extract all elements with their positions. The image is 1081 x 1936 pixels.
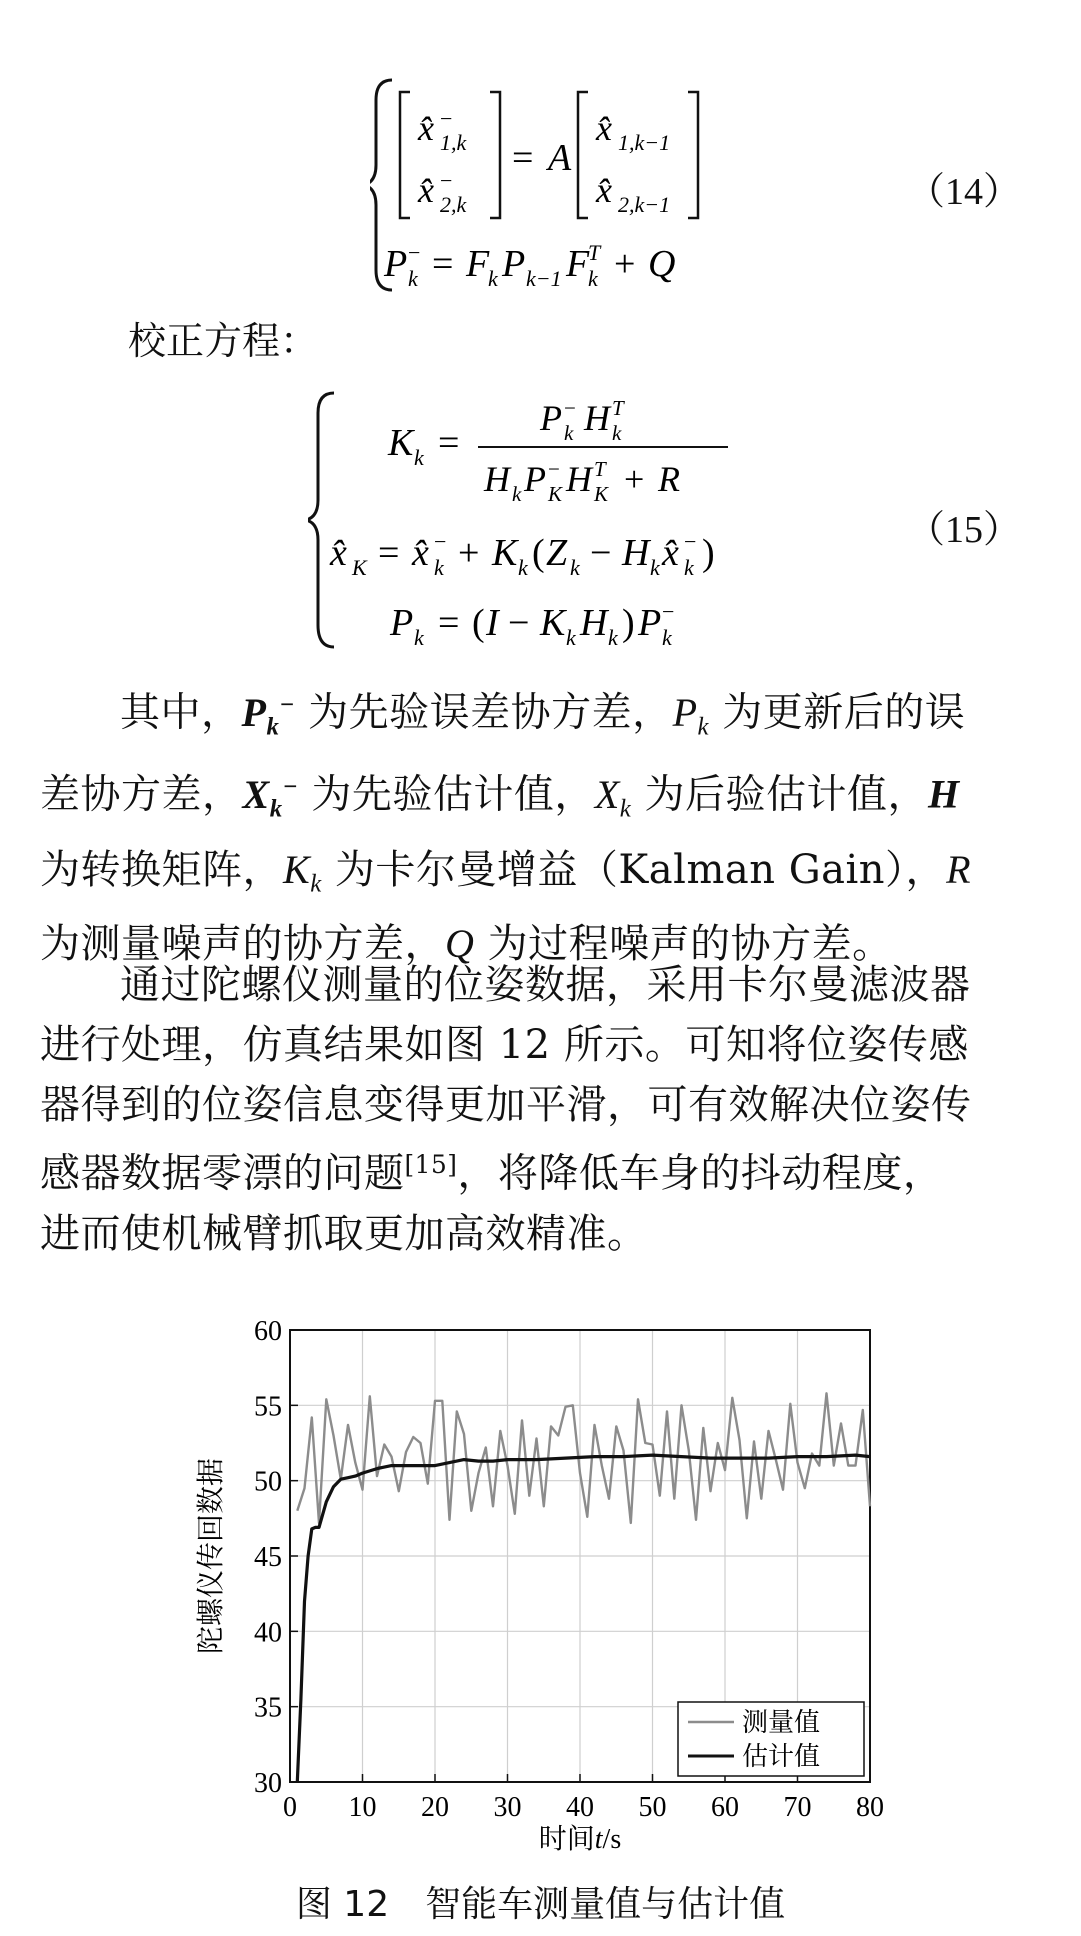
svg-text:): ): [622, 602, 635, 644]
svg-text:Z: Z: [546, 532, 568, 574]
svg-text:H: H: [484, 459, 510, 499]
y-axis-label: 陀螺仪传回数据: [194, 1457, 227, 1655]
para2-line1: 通过陀螺仪测量的位姿数据，采用卡尔曼滤波器: [120, 962, 971, 1008]
figure-caption: 图 12 智能车测量值与估计值: [295, 1884, 786, 1925]
symbol-R: R: [946, 846, 971, 892]
svg-text:I: I: [486, 602, 499, 644]
svg-text:k: k: [662, 625, 672, 650]
symbol-K-k: $K_k$: [283, 846, 322, 898]
svg-text:−: −: [662, 599, 675, 624]
svg-text:2,k−1: 2,k−1: [618, 192, 671, 217]
svg-text:k: k: [566, 625, 576, 650]
svg-text:=: =: [378, 532, 400, 574]
svg-text:T: T: [594, 457, 606, 481]
figure-12-chart: [180, 1318, 900, 1868]
svg-text:=: =: [438, 602, 460, 644]
svg-text:A: A: [548, 137, 572, 179]
svg-text:x̂: x̂: [418, 108, 434, 148]
svg-text:1,k−1: 1,k−1: [618, 130, 671, 155]
legend-label-measured: 测量值: [742, 1708, 821, 1738]
svg-text:(: (: [532, 532, 545, 574]
svg-text:H: H: [580, 602, 608, 644]
svg-text:−: −: [434, 529, 447, 554]
svg-text:T: T: [588, 240, 601, 265]
svg-text:T: T: [612, 396, 624, 420]
svg-text:P: P: [502, 243, 526, 285]
svg-text:x̂: x̂: [330, 532, 347, 574]
x-tick-label: 10: [348, 1792, 377, 1823]
svg-text:K: K: [548, 482, 563, 506]
svg-text:k: k: [650, 555, 660, 580]
svg-text:H: H: [622, 532, 650, 574]
svg-text:K: K: [594, 482, 609, 506]
svg-text:P: P: [384, 243, 408, 285]
svg-text:(: (: [472, 602, 485, 644]
svg-text:=: =: [438, 422, 460, 464]
para1-line1: 其中，$P_k^-$ 为先验误差协方差，$P_k$ 为更新后的误: [120, 689, 966, 741]
svg-text:Q: Q: [648, 243, 676, 285]
svg-text:k: k: [608, 625, 618, 650]
svg-text:x̂: x̂: [596, 108, 612, 148]
para2-line4: 感器数据零漂的问题[15]，将降低车身的抖动程度，: [40, 1150, 944, 1197]
svg-text:): ): [702, 532, 715, 574]
y-axis-ticks: [254, 1318, 298, 1799]
svg-text:=: =: [512, 137, 534, 179]
svg-text:x̂: x̂: [596, 170, 612, 210]
svg-text:P: P: [540, 398, 562, 438]
svg-text:k: k: [684, 555, 694, 580]
symbol-X-k-minus: $X_k^-$: [242, 771, 299, 823]
equation-14: [370, 70, 850, 300]
svg-text:k: k: [564, 421, 574, 445]
svg-text:k−1: k−1: [526, 266, 562, 291]
svg-text:F: F: [466, 243, 490, 285]
svg-text:P: P: [638, 602, 662, 644]
para1-line4: 为测量噪声的协方差，Q 为过程噪声的协方差。: [40, 921, 893, 968]
para2-line2: 进行处理，仿真结果如图 12 所示。可知将位姿传感: [40, 1022, 969, 1068]
svg-text:1,k: 1,k: [440, 130, 467, 155]
svg-text:k: k: [414, 625, 424, 650]
y-tick-label: 45: [254, 1542, 282, 1573]
para1-line2: 差协方差，$X_k^-$ 为先验估计值，$X_k$ 为后验估计值，H: [40, 771, 960, 823]
correction-equation-label: 校正方程：: [128, 319, 319, 363]
y-tick-label: 60: [254, 1318, 282, 1347]
para2-line3: 器得到的位姿信息变得更加平滑，可有效解决位姿传: [40, 1082, 972, 1128]
svg-text:−: −: [440, 106, 453, 131]
legend-label-estimated: 估计值: [742, 1742, 821, 1772]
svg-text:x̂: x̂: [662, 532, 679, 574]
x-tick-label: 80: [856, 1792, 884, 1823]
svg-text:k: k: [408, 266, 418, 291]
equation-15-math: [308, 385, 828, 655]
svg-text:K: K: [540, 602, 566, 644]
x-tick-label: 0: [283, 1792, 297, 1823]
svg-text:k: k: [488, 266, 498, 291]
equation-15-number: （15）: [906, 509, 1021, 551]
para1-line3: 为转换矩阵，$K_k$ 为卡尔曼增益（Kalman Gain），R: [40, 846, 971, 898]
symbol-H: H: [928, 771, 960, 817]
symbol-X-k: $X_k$: [594, 771, 632, 823]
svg-text:−: −: [408, 240, 421, 265]
svg-text:−: −: [564, 396, 576, 420]
svg-text:−: −: [684, 529, 697, 554]
chart-legend: [678, 1702, 864, 1776]
svg-text:K: K: [388, 422, 414, 464]
svg-text:+: +: [614, 243, 636, 285]
y-tick-label: 30: [254, 1768, 282, 1799]
svg-text:R: R: [658, 459, 680, 499]
svg-text:+: +: [624, 459, 645, 499]
svg-text:=: =: [432, 243, 454, 285]
svg-text:P: P: [524, 459, 546, 499]
x-tick-label: 20: [421, 1792, 449, 1823]
svg-text:x̂: x̂: [418, 170, 434, 210]
svg-text:k: k: [512, 482, 522, 506]
svg-text:H: H: [584, 398, 610, 438]
equation-14-number: （14）: [906, 171, 1021, 213]
svg-text:k: k: [612, 421, 622, 445]
para2-line5: 进而使机械臂抓取更加高效精准。: [40, 1210, 648, 1257]
x-tick-label: 70: [783, 1792, 812, 1823]
x-tick-label: 40: [566, 1792, 594, 1823]
svg-text:x̂: x̂: [412, 532, 429, 574]
y-tick-label: 55: [254, 1391, 282, 1423]
svg-text:H: H: [566, 459, 592, 499]
svg-text:−: −: [548, 457, 560, 481]
svg-text:F: F: [566, 243, 590, 285]
symbol-P-k-minus: $P_k^-$: [241, 689, 295, 741]
svg-text:k: k: [434, 555, 444, 580]
symbol-Q: Q: [445, 921, 475, 967]
x-tick-label: 50: [638, 1792, 667, 1823]
svg-text:2,k: 2,k: [440, 192, 467, 217]
svg-text:−: −: [508, 602, 530, 644]
x-axis-label: 时间t/s: [538, 1822, 622, 1855]
svg-text:K: K: [352, 555, 367, 580]
svg-text:k: k: [570, 555, 580, 580]
equation-14-math: [370, 70, 850, 300]
paragraph-definitions: [40, 675, 1052, 974]
equation-15: [308, 385, 828, 655]
svg-text:K: K: [492, 532, 518, 574]
y-tick-label: 40: [254, 1617, 282, 1649]
svg-text:−: −: [590, 532, 612, 574]
y-tick-label: 35: [254, 1692, 282, 1724]
svg-text:P: P: [390, 602, 414, 644]
svg-text:k: k: [588, 266, 598, 291]
symbol-P-k: $P_k$: [672, 689, 710, 741]
x-tick-label: 30: [493, 1792, 522, 1823]
svg-text:k: k: [518, 555, 528, 580]
svg-text:k: k: [414, 445, 424, 470]
svg-text:+: +: [458, 532, 480, 574]
paragraph-simulation: [40, 955, 1052, 1264]
x-tick-label: 60: [711, 1792, 739, 1823]
svg-text:−: −: [440, 168, 453, 193]
citation-ref: [15]: [404, 1150, 458, 1179]
y-tick-label: 50: [254, 1466, 282, 1498]
